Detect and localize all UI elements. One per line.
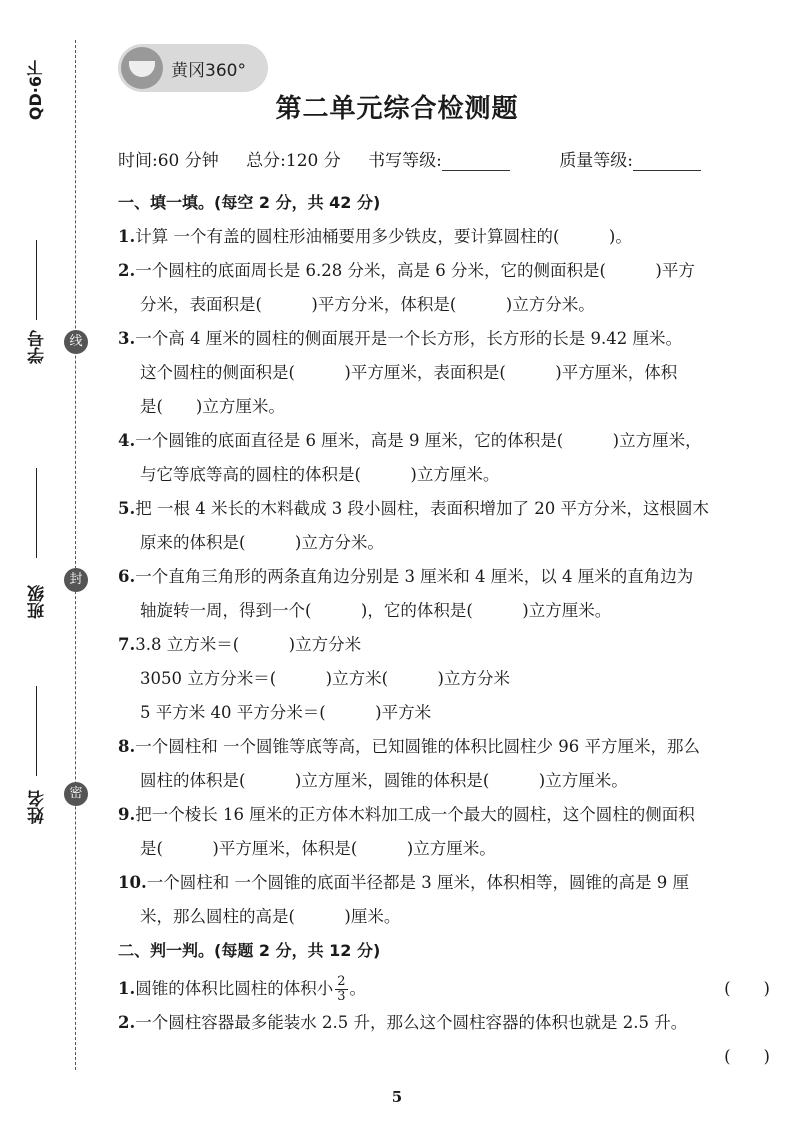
fill-question-line — [118, 458, 770, 492]
question-number: 2. — [118, 1013, 136, 1032]
question-end: 。 — [349, 979, 367, 998]
question-text: 5 平方米 40 平方分米＝( )平方米 — [140, 703, 432, 722]
page-title: 第二单元综合检测题 — [275, 94, 519, 124]
question-text: 是( )立方厘米。 — [140, 397, 285, 416]
question-number: 2. — [118, 261, 136, 280]
field-banji-label: 班级 — [28, 585, 48, 619]
exam-content — [118, 186, 770, 1074]
question-text: 一个圆柱和 一个圆锥的底面半径都是 3 厘米，体积相等，圆锥的高是 9 厘 — [146, 873, 689, 892]
question-text: 一个高 4 厘米的圆柱的侧面展开是一个长方形，长方形的长是 9.42 厘米。 — [135, 329, 682, 348]
exam-info — [118, 146, 745, 171]
question-number: 3. — [118, 329, 136, 348]
question-number: 7. — [118, 635, 136, 654]
question-text: 把一个棱长 16 厘米的正方体木料加工成一个最大的圆柱，这个圆柱的侧面积 — [135, 805, 695, 824]
seal-mi-icon: 密 — [64, 782, 88, 806]
fraction-denominator: 3 — [337, 989, 346, 1004]
fill-question-line — [118, 254, 770, 288]
fill-question-line — [118, 594, 770, 628]
field-xuehao-label: 学号 — [28, 330, 48, 364]
judge-question-2 — [118, 1006, 770, 1040]
seal-line-icon: 线 — [64, 330, 88, 354]
fill-question-line — [118, 730, 770, 764]
total-score: 总分:120 分 — [246, 151, 341, 171]
section1-questions — [118, 220, 770, 934]
question-text: 这个圆柱的侧面积是( )平方厘米，表面积是( )平方厘米，体积 — [140, 363, 678, 382]
field-xingming-label: 姓名 — [28, 790, 48, 824]
fill-question-line — [118, 356, 770, 390]
banji-underline — [36, 468, 37, 558]
question-number: 5. — [118, 499, 136, 518]
logo-text: 黄冈360° — [171, 60, 246, 81]
judge-question-2-answer — [118, 1040, 770, 1074]
question-text: 轴旋转一周，得到一个( )，它的体积是( )立方厘米。 — [140, 601, 612, 620]
fill-question-line — [118, 696, 770, 730]
question-number: 1. — [118, 979, 136, 998]
section1-header: 一、填一填。(每空 2 分，共 42 分) — [118, 193, 381, 212]
fill-question-line — [118, 560, 770, 594]
xuehao-underline — [36, 240, 37, 320]
fill-question-line — [118, 288, 770, 322]
xingming-underline — [36, 686, 37, 776]
quality-grade-blank[interactable] — [633, 152, 701, 171]
fill-question-line — [118, 424, 770, 458]
question-number: 9. — [118, 805, 136, 824]
page-number: 5 — [391, 1088, 403, 1106]
fill-question-line — [118, 220, 770, 254]
question-text: 3.8 立方米＝( )立方分米 — [135, 635, 362, 654]
question-text: 把 一根 4 米长的木料截成 3 段小圆柱，表面积增加了 20 平方分米，这根圆木 — [135, 499, 709, 518]
question-number: 4. — [118, 431, 136, 450]
question-text: 一个圆锥的底面直径是 6 厘米，高是 9 厘米，它的体积是( )立方厘米， — [135, 431, 702, 450]
question-text: 3050 立方分米＝( )立方米( )立方分米 — [140, 669, 510, 688]
fill-question-line — [118, 832, 770, 866]
publisher-logo — [118, 44, 268, 92]
edition-code: QD·6下 — [26, 60, 45, 121]
question-text: 分米，表面积是( )平方分米，体积是( )立方分米。 — [140, 295, 595, 314]
fill-question-line — [118, 492, 770, 526]
fill-question-line — [118, 526, 770, 560]
binding-margin — [0, 0, 100, 1124]
question-number: 1. — [118, 227, 136, 246]
fill-question-line — [118, 900, 770, 934]
question-text: 圆柱的体积是( )立方厘米，圆锥的体积是( )立方厘米。 — [140, 771, 628, 790]
fill-question-line — [118, 662, 770, 696]
section2-header: 二、判一判。(每题 2 分，共 12 分) — [118, 941, 381, 960]
question-text: 一个直角三角形的两条直角边分别是 3 厘米和 4 厘米，以 4 厘米的直角边为 — [135, 567, 694, 586]
question-text: 米，那么圆柱的高是( )厘米。 — [140, 907, 401, 926]
answer-paren[interactable]: ( ) — [724, 979, 770, 998]
question-text: 圆锥的体积比圆柱的体积小 — [135, 979, 334, 998]
question-text: 计算 一个有盖的圆柱形油桶要用多少铁皮，要计算圆柱的( )。 — [135, 227, 632, 246]
fraction-numerator: 2 — [337, 974, 346, 989]
fill-question-line — [118, 798, 770, 832]
judge-question-1 — [118, 972, 770, 1006]
seal-feng-icon: 封 — [64, 568, 88, 592]
question-number: 6. — [118, 567, 136, 586]
question-text: 一个圆柱的底面周长是 6.28 分米，高是 6 分米，它的侧面积是( )平方 — [135, 261, 695, 280]
fill-question-line — [118, 866, 770, 900]
fill-question-line — [118, 390, 770, 424]
writing-grade-blank[interactable] — [442, 152, 510, 171]
question-text: 是( )平方厘米，体积是( )立方厘米。 — [140, 839, 496, 858]
fraction — [335, 975, 347, 1004]
question-number: 10. — [118, 873, 147, 892]
question-text: 原来的体积是( )立方分米。 — [140, 533, 384, 552]
question-text: 一个圆柱和 一个圆锥等底等高，已知圆锥的体积比圆柱少 96 平方厘米，那么 — [135, 737, 700, 756]
time-limit: 时间:60 分钟 — [118, 151, 219, 171]
question-number: 8. — [118, 737, 136, 756]
question-text: 与它等底等高的圆柱的体积是( )立方厘米。 — [140, 465, 500, 484]
fill-question-line — [118, 764, 770, 798]
answer-paren[interactable]: ( ) — [724, 1047, 770, 1066]
quality-grade-label: 质量等级: — [559, 151, 634, 171]
writing-grade — [368, 151, 532, 171]
fill-question-line — [118, 322, 770, 356]
quality-grade — [559, 151, 723, 171]
question-text: 一个圆柱容器最多能装水 2.5 升，那么这个圆柱容器的体积也就是 2.5 升。 — [135, 1013, 688, 1032]
cut-line — [75, 40, 76, 1070]
fill-question-line — [118, 628, 770, 662]
writing-grade-label: 书写等级: — [368, 151, 442, 171]
mascot-icon — [121, 47, 163, 89]
